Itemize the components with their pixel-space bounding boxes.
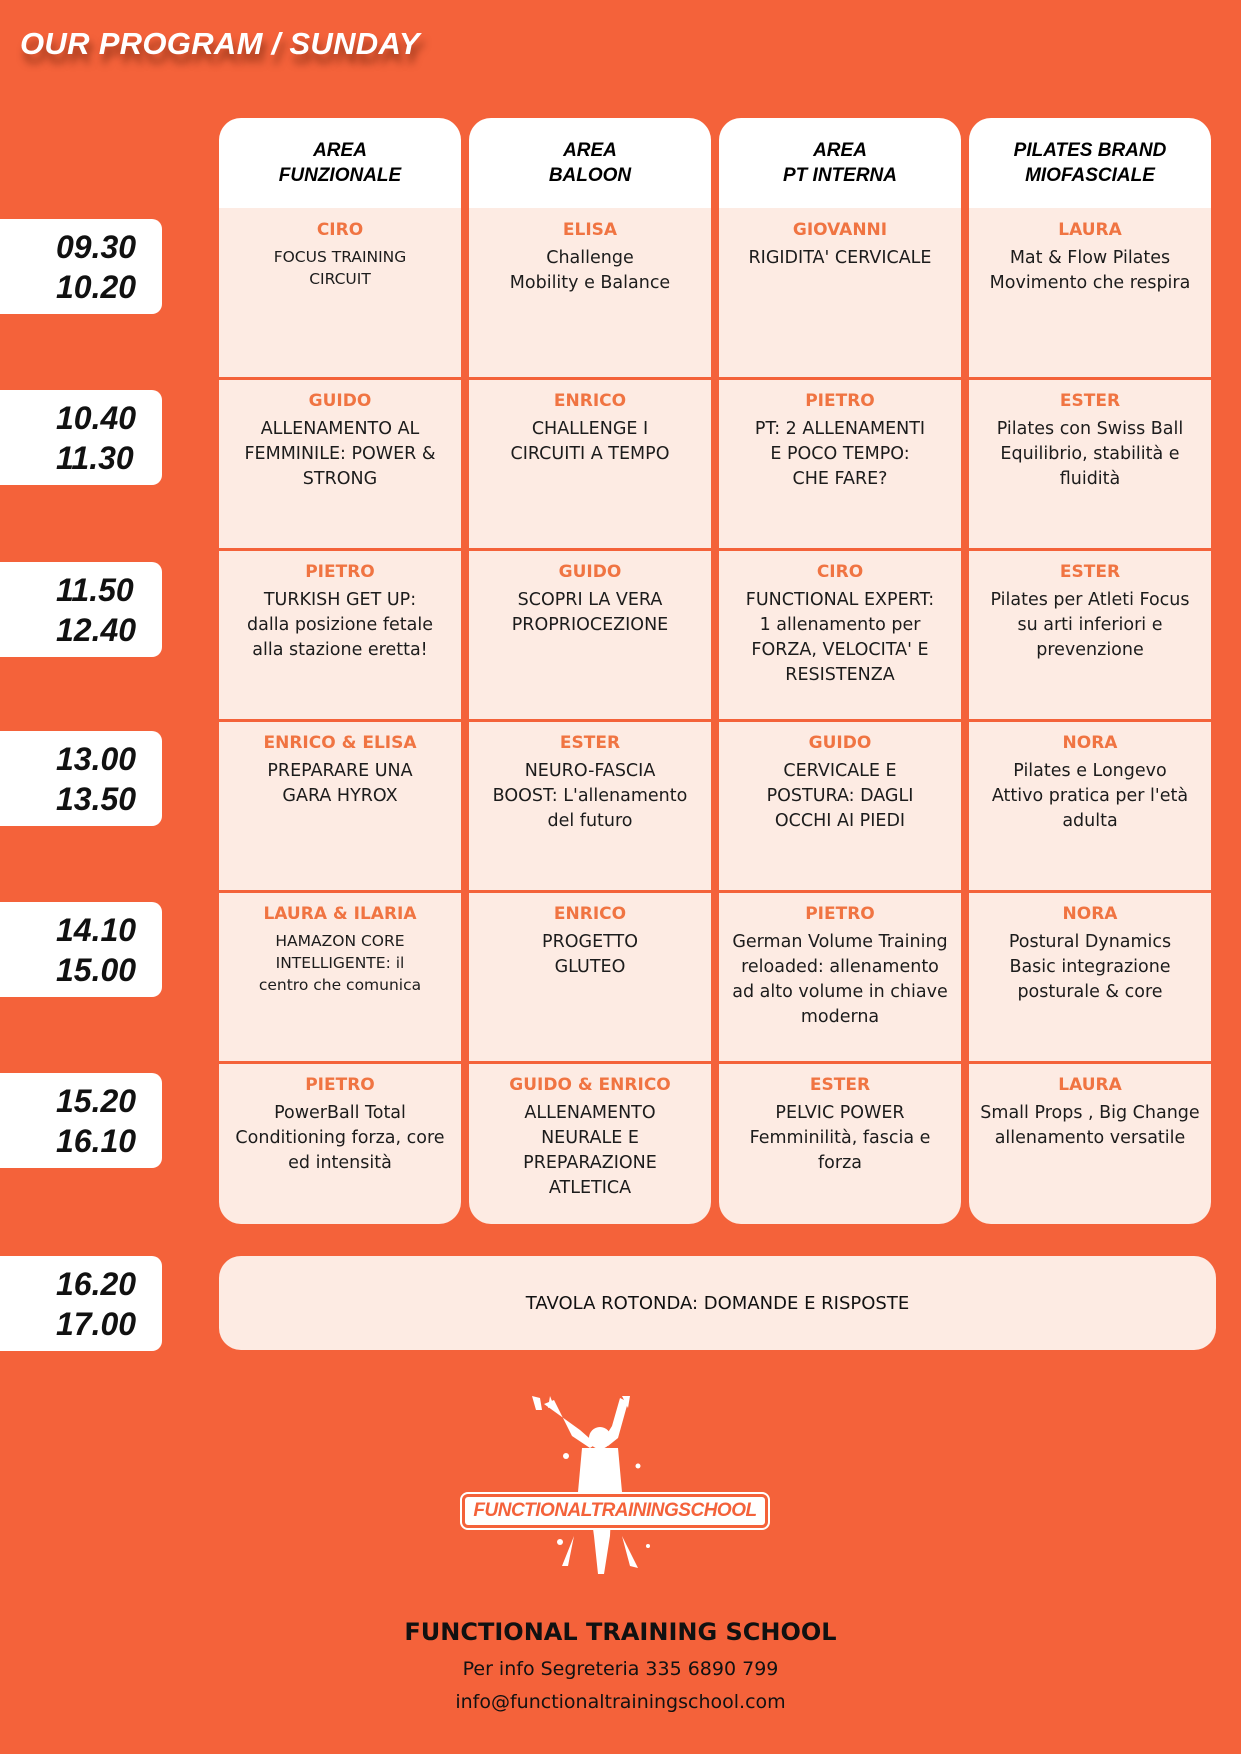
session-cell: [469, 550, 711, 721]
session-instructor: GIOVANNI: [792, 220, 888, 240]
session-instructor: ESTER: [809, 1075, 871, 1095]
session-cell: [469, 379, 711, 550]
session-title: Pilates e Longevo Attivo pratica per l'età adulta: [991, 761, 1189, 831]
session-title: Pilates per Atleti Focus su arti inferiori e prevenzione: [990, 590, 1190, 660]
time-end: 17.00: [56, 1306, 137, 1342]
session-instructor: NORA: [1062, 904, 1118, 924]
session-instructor: LAURA & ILARIA: [263, 904, 417, 924]
athlete-silhouette-icon: [462, 1396, 768, 1581]
time-slot: [0, 562, 162, 657]
session-cell: [719, 1063, 961, 1234]
session-title: Challenge Mobility e Balance: [509, 248, 671, 293]
session-instructor: ENRICO & ELISA: [263, 733, 417, 753]
time-start: 11.50: [56, 572, 134, 608]
session-title: Mat & Flow Pilates Movimento che respira: [989, 248, 1191, 293]
session-title: SCOPRI LA VERA PROPRIOCEZIONE: [511, 590, 669, 635]
session-instructor: ESTER: [1059, 391, 1121, 411]
session-cell: [719, 892, 961, 1063]
session-title: FOCUS TRAINING CIRCUIT: [273, 248, 407, 288]
session-cell: [969, 892, 1211, 1063]
session-cell: [469, 1063, 711, 1234]
session-title: Postural Dynamics Basic integrazione posturale & core: [1008, 932, 1172, 1002]
session-title: CERVICALE E POSTURA: DAGLI OCCHI AI PIEDI: [766, 761, 914, 831]
session-cell: [219, 550, 461, 721]
time-slot: [0, 219, 162, 314]
session-cell: [719, 379, 961, 550]
session-cell: [969, 379, 1211, 550]
session-cell: [469, 892, 711, 1063]
session-instructor: ENRICO: [553, 904, 627, 924]
page-title: OUR PROGRAM / SUNDAY: [20, 26, 420, 61]
session-cell: [219, 721, 461, 892]
time-start: 16.20: [56, 1266, 137, 1302]
session-instructor: GUIDO: [308, 391, 372, 411]
time-slot: [0, 731, 162, 826]
logo-wordmark: FUNCTIONALTRAININGSCHOOL: [462, 1494, 768, 1528]
session-title: NEURO-FASCIA BOOST: L'allenamento del futuro: [492, 761, 688, 831]
session-title: German Volume Training reloaded: allenamento ad alto volume in chiave moderna: [732, 932, 948, 1027]
time-end: 16.10: [56, 1123, 137, 1159]
footer-school-name: FUNCTIONAL TRAINING SCHOOL: [404, 1618, 837, 1646]
row-divider: [219, 1061, 1211, 1064]
time-start: 15.20: [56, 1083, 137, 1119]
session-instructor: PIETRO: [305, 562, 375, 582]
session-title: CHALLENGE I CIRCUITI A TEMPO: [510, 419, 670, 464]
session-cell: [719, 208, 961, 379]
session-cell: [219, 1063, 461, 1234]
time-start: 13.00: [56, 741, 137, 777]
session-cell: [719, 721, 961, 892]
session-instructor: CIRO: [316, 220, 364, 240]
session-cell: [469, 208, 711, 379]
footer-phone-info: Per info Segreteria 335 6890 799: [462, 1658, 779, 1680]
time-slot: [0, 1073, 162, 1168]
session-instructor: GUIDO: [558, 562, 622, 582]
session-instructor: ESTER: [559, 733, 621, 753]
session-cell: [969, 550, 1211, 721]
session-instructor: GUIDO: [808, 733, 872, 753]
session-title: ALLENAMENTO AL FEMMINILE: POWER & STRONG: [244, 419, 436, 489]
session-title: TURKISH GET UP: dalla posizione fetale alla stazione eretta!: [247, 590, 433, 660]
session-title: PELVIC POWER Femminilità, fascia e forza: [749, 1103, 931, 1173]
time-end: 11.30: [56, 440, 134, 476]
time-start: 14.10: [56, 912, 137, 948]
time-end: 13.50: [56, 781, 137, 817]
column-header-area-funzionale: AREA FUNZIONALE: [219, 118, 461, 208]
session-title: Pilates con Swiss Ball Equilibrio, stabilità e fluidità: [996, 419, 1184, 489]
session-title: ALLENAMENTO NEURALE E PREPARAZIONE ATLETICA: [523, 1103, 657, 1198]
session-title: FUNCTIONAL EXPERT: 1 allenamento per FORZA, VELOCITA' E RESISTENZA: [745, 590, 935, 685]
session-instructor: GUIDO & ENRICO: [509, 1075, 671, 1095]
session-cell: [219, 379, 461, 550]
session-title: HAMAZON CORE INTELLIGENTE: il centro che comunica: [258, 932, 422, 994]
session-instructor: CIRO: [816, 562, 864, 582]
column-header-pilates-brand: PILATES BRAND MIOFASCIALE: [969, 118, 1211, 208]
time-slot: [0, 902, 162, 997]
time-end: 15.00: [56, 952, 137, 988]
school-logo: [462, 1396, 768, 1581]
session-instructor: ESTER: [1059, 562, 1121, 582]
round-table-session: TAVOLA ROTONDA: DOMANDE E RISPOSTE: [219, 1256, 1216, 1350]
time-end: 10.20: [56, 269, 137, 305]
session-title: PowerBall Total Conditioning forza, core ed intensità: [235, 1103, 445, 1173]
column-header-area-baloon: AREA BALOON: [469, 118, 711, 208]
session-instructor: LAURA: [1058, 220, 1122, 240]
session-cell: [219, 208, 461, 379]
session-title: Small Props , Big Change allenamento versatile: [980, 1103, 1200, 1148]
session-title: RIGIDITA' CERVICALE: [748, 248, 932, 268]
footer-email: info@functionaltrainingschool.com: [455, 1691, 786, 1713]
row-divider: [219, 719, 1211, 722]
row-divider: [219, 890, 1211, 893]
row-divider: [219, 548, 1211, 551]
time-slot: [0, 390, 162, 485]
session-cell: [969, 208, 1211, 379]
session-title: PREPARARE UNA GARA HYROX: [267, 761, 413, 806]
column-header-area-pt-interna: AREA PT INTERNA: [719, 118, 961, 208]
session-cell: [719, 550, 961, 721]
session-cell: [969, 721, 1211, 892]
session-cell: [969, 1063, 1211, 1234]
time-slot-closing: [0, 1256, 162, 1351]
time-start: 09.30: [56, 229, 137, 265]
session-title: PROGETTO GLUTEO: [542, 932, 638, 977]
session-instructor: ENRICO: [553, 391, 627, 411]
session-instructor: PIETRO: [805, 391, 875, 411]
session-instructor: PIETRO: [305, 1075, 375, 1095]
session-instructor: NORA: [1062, 733, 1118, 753]
time-end: 12.40: [56, 612, 137, 648]
session-instructor: LAURA: [1058, 1075, 1122, 1095]
session-title: PT: 2 ALLENAMENTI E POCO TEMPO: CHE FARE?: [754, 419, 926, 489]
row-divider: [219, 377, 1211, 380]
session-instructor: PIETRO: [805, 904, 875, 924]
session-cell: [219, 892, 461, 1063]
time-start: 10.40: [56, 400, 137, 436]
session-cell: [469, 721, 711, 892]
session-instructor: ELISA: [562, 220, 618, 240]
